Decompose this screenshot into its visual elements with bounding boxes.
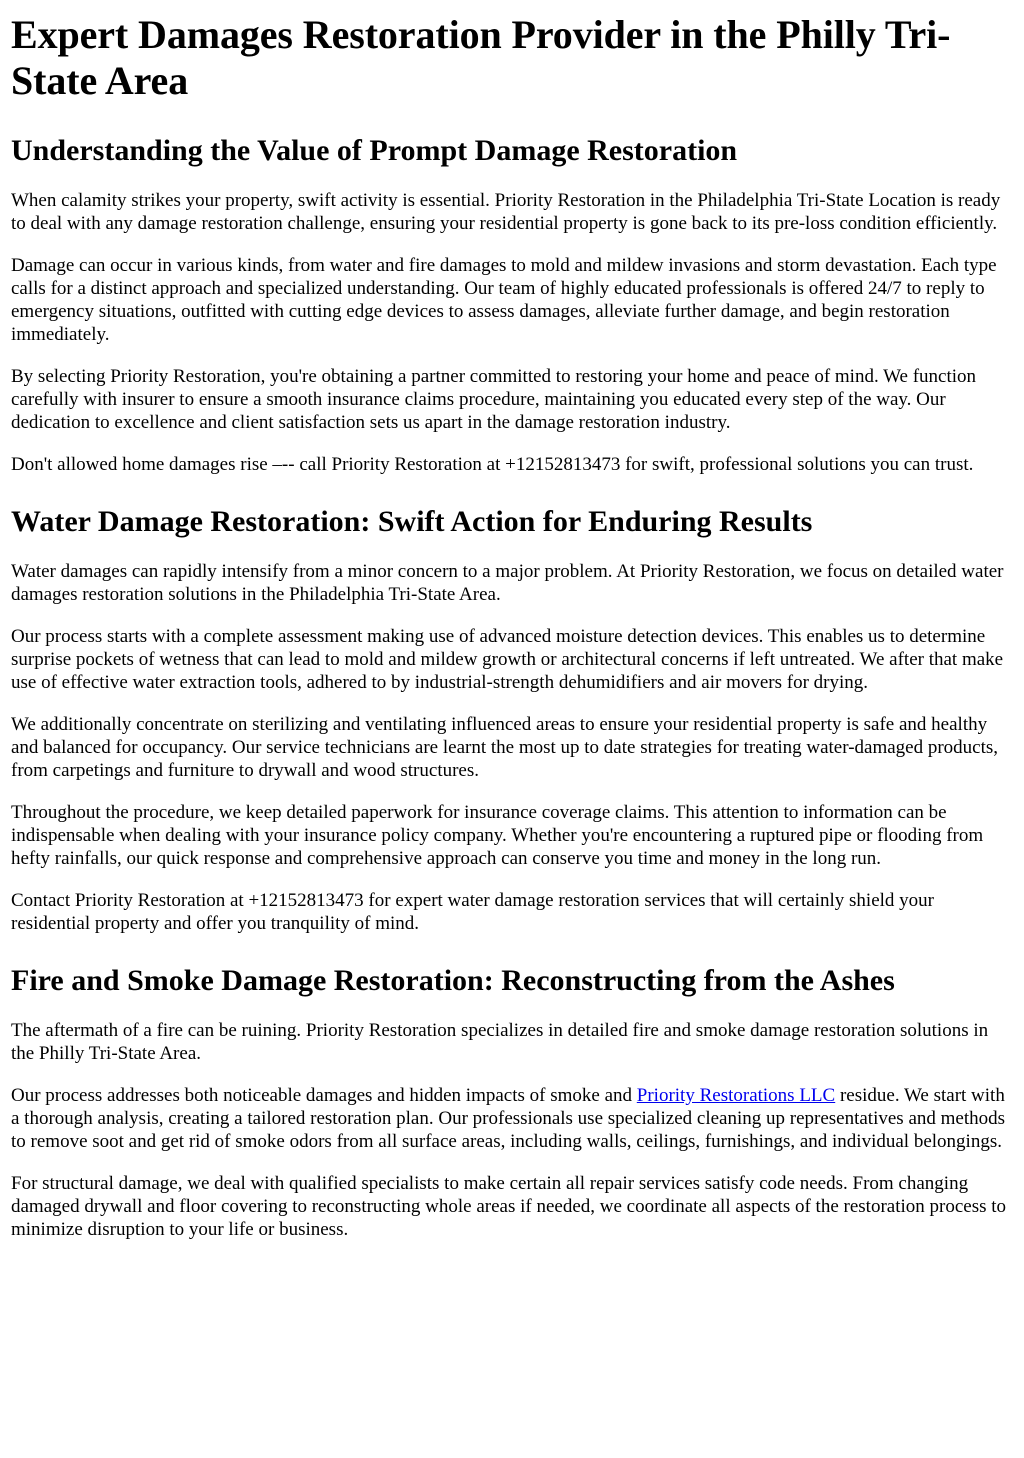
priority-restorations-link[interactable]: Priority Restorations LLC bbox=[636, 1085, 836, 1106]
section-heading-water-damage: Water Damage Restoration: Swift Action for Enduring Results bbox=[11, 505, 813, 538]
section-heading-prompt-restoration: Understanding the Value of Prompt Damage Restoration bbox=[11, 134, 738, 167]
paragraph-text-before-link: Our process addresses both noticeable damages and hidden impacts of smoke and bbox=[11, 1085, 637, 1106]
paragraph: When calamity strikes your property, swift activity is essential. Priority Restoration in the Philadelphia Tri-State Location is ready to deal with any damage restoration challenge, ensuring your residential property is gone back to its pre-loss condition efficiently. bbox=[11, 190, 1001, 234]
paragraph: Contact Priority Restoration at +12152813473 for expert water damage restoration services that will certainly shield your residential property and offer you tranquility of mind. bbox=[11, 890, 934, 934]
paragraph: Don't allowed home damages rise –-- call Priority Restoration at +12152813473 for swift, professional solutions you can trust. bbox=[11, 454, 974, 475]
paragraph: Our process starts with a complete assessment making use of advanced moisture detection devices. This enables us to determine surprise pockets of wetness that can lead to mold and mildew growth or architectural concerns if left untreated. We after that make use of effective water extraction tools, adhered to by industrial-strength dehumidifiers and air movers for drying. bbox=[11, 626, 1004, 693]
paragraph: The aftermath of a fire can be ruining. Priority Restoration specializes in detailed fire and smoke damage restoration solutions in the Philly Tri-State Area. bbox=[11, 1020, 989, 1064]
paragraph: Water damages can rapidly intensify from a minor concern to a major problem. At Priority Restoration, we focus on detailed water damages restoration solutions in the Philadelphia Tri-State Area. bbox=[11, 561, 1004, 605]
page-title: Expert Damages Restoration Provider in the Philly Tri-State Area bbox=[11, 12, 951, 103]
paragraph: We additionally concentrate on sterilizing and ventilating influenced areas to ensure your residential property is safe and healthy and balanced for occupancy. Our service technicians are learnt the most up to date strategies for treating water-damaged products, from carpetings and furniture to drywall and wood structures. bbox=[11, 714, 999, 781]
paragraph: Throughout the procedure, we keep detailed paperwork for insurance coverage claims. This attention to information can be indispensable when dealing with your insurance policy company. Whether you're encountering a ruptured pipe or flooding from hefty rainfalls, our quick response and comprehensive approach can conserve you time and money in the long run. bbox=[11, 802, 984, 869]
paragraph-text-after-link: residue. We start with a thorough analysis, creating a tailored restoration plan. Our professionals use specialized cleaning up representatives and methods to remove soot and get rid of smoke odors from all surface areas, including walls, ceilings, furnishings, and individual belongings. bbox=[11, 1085, 1006, 1152]
paragraph-with-link bbox=[11, 1084, 1014, 1153]
article bbox=[0, 12, 1024, 1241]
paragraph: Damage can occur in various kinds, from water and fire damages to mold and mildew invasions and storm devastation. Each type calls for a distinct approach and specialized understanding. Our team of highly educated professionals is offered 24/7 to reply to emergency situations, outfitted with cutting edge devices to assess damages, alleviate further damage, and begin restoration immediately. bbox=[11, 255, 997, 345]
paragraph: By selecting Priority Restoration, you're obtaining a partner committed to restoring your home and peace of mind. We function carefully with insurer to ensure a smooth insurance claims procedure, maintaining you educated every step of the way. Our dedication to excellence and client satisfaction sets us apart in the damage restoration industry. bbox=[11, 366, 977, 433]
paragraph: For structural damage, we deal with qualified specialists to make certain all repair services satisfy code needs. From changing damaged drywall and floor covering to reconstructing whole areas if needed, we coordinate all aspects of the restoration process to minimize disruption to your life or business. bbox=[11, 1173, 1007, 1240]
section-heading-fire-smoke: Fire and Smoke Damage Restoration: Reconstructing from the Ashes bbox=[11, 964, 895, 997]
